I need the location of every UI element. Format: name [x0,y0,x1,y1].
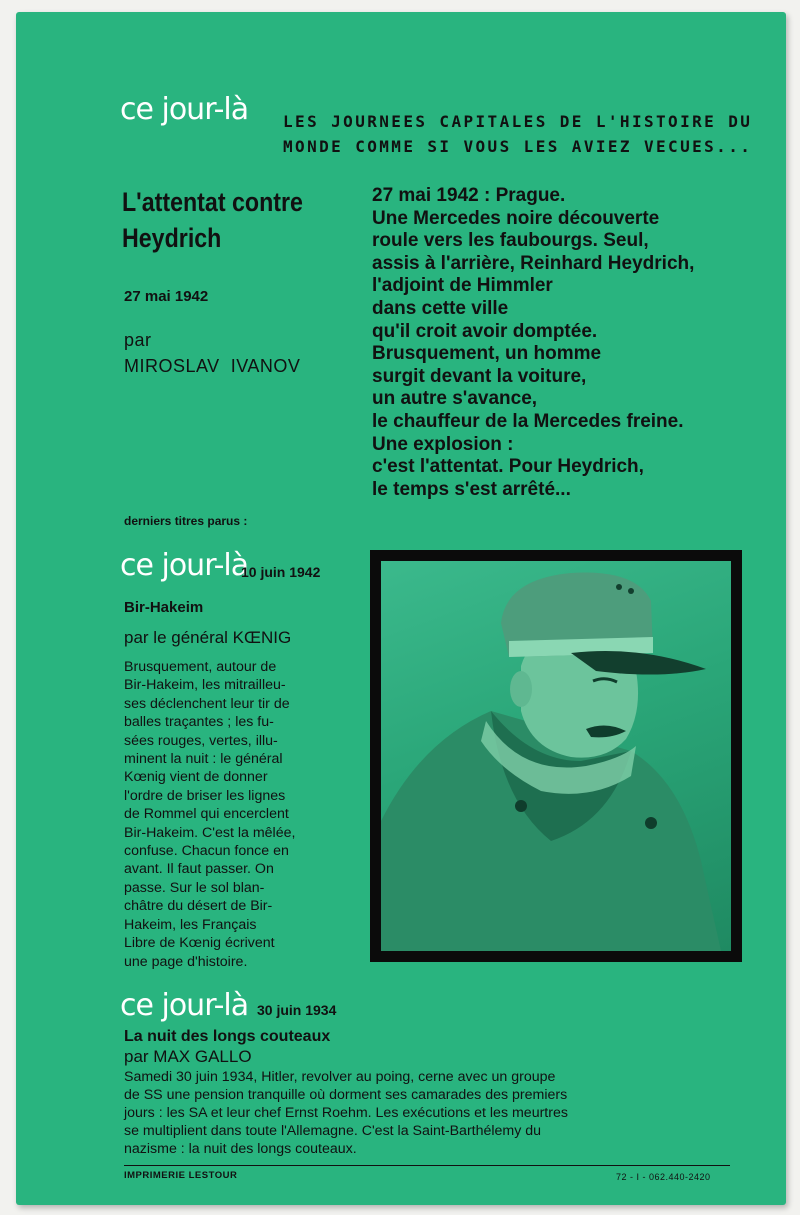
book1-summary-line: passe. Sur le sol blan- [124,879,265,896]
series-tagline [283,109,752,159]
summary-line: roule vers les faubourgs. Seul, [372,230,649,252]
feature-title-line: L'attentat contre [122,187,303,217]
book1-summary [124,658,295,971]
general-portrait-photo [381,561,731,951]
summary-line: c'est l'attentat. Pour Heydrich, [372,456,644,478]
book1-summary-line: balles traçantes ; les fu- [124,714,274,731]
book1-date: 10 juin 1942 [241,564,321,580]
feature-date: 27 mai 1942 [124,288,209,305]
footer-rule [124,1165,730,1166]
summary-line: dans cette ville [372,297,509,319]
summary-line: assis à l'arrière, Reinhard Heydrich, [372,252,695,274]
book1-summary-line: l'ordre de briser les lignes [124,787,286,804]
book2-title: La nuit des longs couteaux [124,1028,331,1045]
feature-author: MIROSLAV IVANOV [124,356,301,376]
author-photo-frame [370,550,742,962]
book1-title: Bir-Hakeim [124,599,204,616]
book2-author: par MAX GALLO [124,1047,252,1066]
series-logo: ce jour-là [120,92,249,127]
summary-line: Une explosion : [372,433,514,455]
summary-line: qu'il croit avoir domptée. [372,320,598,342]
book1-summary-line: châtre du désert de Bir- [124,898,273,915]
book2-series-logo: ce jour-là [120,988,249,1023]
tagline-line: MONDE COMME SI VOUS LES AVIEZ VECUES... [283,137,753,156]
book2-summary [124,1068,568,1158]
book1-series-logo: ce jour-là [120,548,249,583]
feature-by: par [124,330,152,350]
book1-summary-line: Bir-Hakeim. C'est la mêlée, [124,824,296,841]
printer-name: IMPRIMERIE LESTOUR [124,1170,238,1181]
tagline-line: LES JOURNEES CAPITALES DE L'HISTOIRE DU [283,112,753,131]
book1-summary-line: avant. Il faut passer. On [124,861,274,878]
summary-line: le temps s'est arrêté... [372,478,571,500]
book1-summary-line: Kœnig vient de donner [124,769,268,786]
summary-line: 27 mai 1942 : Prague. [372,185,566,206]
catalog-code: 72 - I - 062.440-2420 [616,1172,711,1182]
book1-summary-line: Hakeim, les Français [124,916,257,933]
book2-summary-line: Samedi 30 juin 1934, Hitler, revolver au poing, cerne avec un groupe [124,1069,556,1085]
book1-summary-line: Libre de Kœnig écrivent [124,935,275,952]
book2-summary-line: se multiplient dans toute l'Allemagne. C'est la Saint-Barthélemy du [124,1123,542,1139]
book1-summary-line: sées rouges, vertes, illu- [124,732,278,749]
book1-author: par le général KŒNIG [124,628,292,647]
book2-summary-line: jours : les SA et leur chef Ernst Roehm. Les exécutions et les meurtres [124,1105,568,1121]
summary-line: surgit devant la voiture, [372,365,587,387]
book2-date: 30 juin 1934 [257,1002,337,1018]
book2-summary-line: de SS une pension tranquille où dorment ses camarades des premiers [124,1087,568,1103]
book2-summary-line: nazisme : la nuit des longs couteaux. [124,1141,357,1157]
feature-title-line: Heydrich [122,223,222,253]
book1-summary-line: de Rommel qui encerclent [124,806,289,823]
book1-summary-line: ses déclenchent leur tir de [124,695,290,712]
summary-line: Brusquement, un homme [372,343,602,365]
summary-line: le chauffeur de la Mercedes freine. [372,410,684,432]
recent-titles-label: derniers titres parus : [124,514,248,528]
book1-summary-line: Brusquement, autour de [124,659,277,675]
book1-summary-line: Bir-Hakeim, les mitrailleu- [124,677,286,694]
feature-title [122,184,303,256]
summary-line: un autre s'avance, [372,388,538,410]
book1-summary-line: confuse. Chacun fonce en [124,843,289,860]
book1-summary-line: une page d'histoire. [124,953,248,970]
book-back-cover [16,12,786,1205]
feature-summary [372,185,694,501]
summary-line: Une Mercedes noire découverte [372,207,660,229]
portrait-illustration [381,561,731,951]
book1-summary-line: minent la nuit : le général [124,751,283,768]
summary-line: l'adjoint de Himmler [372,275,553,297]
